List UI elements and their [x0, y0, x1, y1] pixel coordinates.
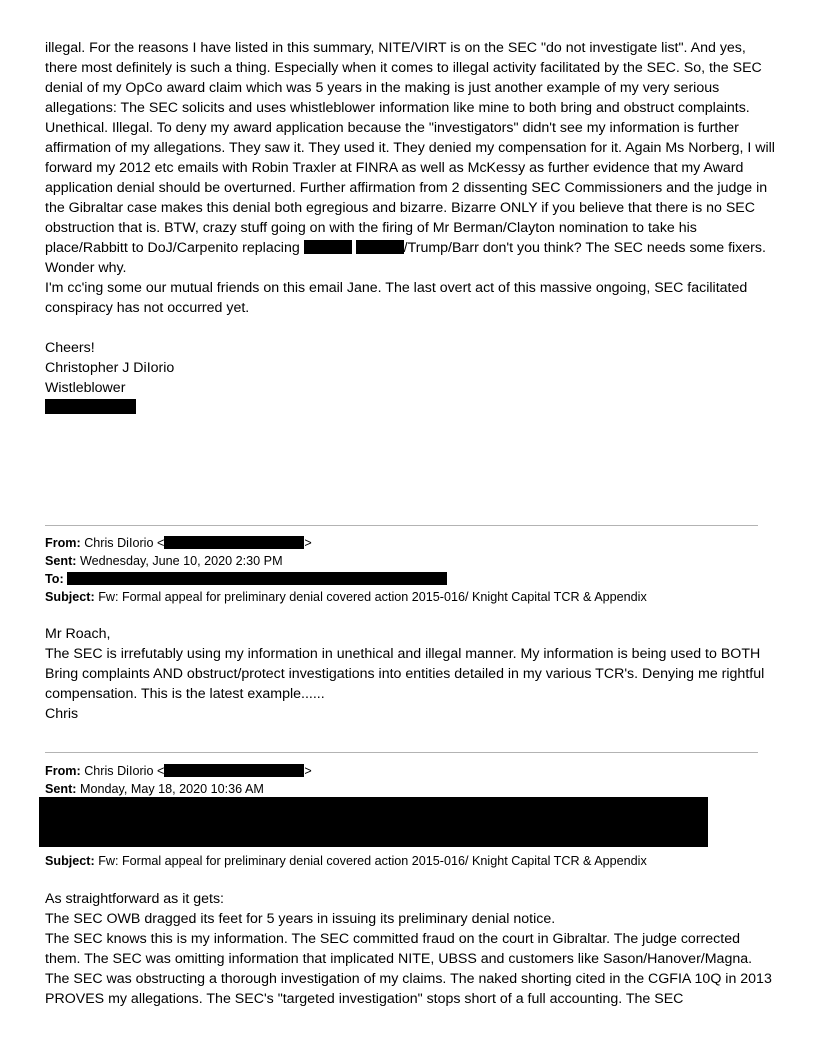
email-header-2 — [45, 762, 775, 798]
body-paragraph: The SEC is irrefutably using my information in unethical and illegal manner. My information is being used to BOTH Bring complaints AND obstruct/protect investigations into entities detailed in my various TCR's. Denying me rightful compensation. This is the latest example...... — [45, 646, 765, 702]
email-body-2 — [45, 889, 775, 1009]
sent-line: Sent: Wednesday, June 10, 2020 2:30 PM — [45, 554, 283, 568]
email-subject-2 — [45, 852, 775, 870]
closing: Cheers! — [45, 340, 95, 356]
subject-line: Subject: Fw: Formal appeal for preliminary denial covered action 2015-016/ Knight Capital TCR & Appendix — [45, 854, 647, 868]
signer-title: Wistleblower — [45, 380, 126, 396]
body-line: The SEC OWB dragged its feet for 5 years in issuing its preliminary denial notice. — [45, 911, 556, 927]
signer-name: Christopher J DiIorio — [45, 360, 175, 376]
redaction-block — [356, 240, 404, 254]
signature-redaction — [45, 398, 775, 418]
redaction-block — [164, 764, 304, 777]
top-body-text: illegal. For the reasons I have listed in this summary, NITE/VIRT is on the SEC "do not investigate list". And yes, there most definitely is such a thing. Especially when it comes to illegal activity facilitated by the SEC. So, the SEC denial of my OpCo award claim which was 5 years in the making is just another example of my very serious allegations: The SEC solicits and uses whistleblower information like mine to both bring and obstruct complaints. Unethical. Illegal. To deny my award application because the "investigators" didn't see my information is further affirmation of my allegations. They saw it. They used it. They denied my compensation for it. Again Ms Norberg, I will forward my 2012 etc emails with Robin Traxler at FINRA as well as McKessy as further evidence that my Award application denial should be overturned. Further affirmation from 2 dissenting SEC Commissioners and the judge in the Gibraltar case makes this denial both egregious and bizarre. Bizarre ONLY if you believe that there is no SEC obstruction that is. BTW, crazy stuff going on with the firing of Mr Berman/Clayton nomination to take his place/Rabbitt to DoJ/Carpenito replacing — [45, 40, 775, 256]
greeting: Mr Roach, — [45, 626, 111, 642]
body-line: The SEC knows this is my information. The SEC committed fraud on the court in Gibraltar. The judge corrected them. The SEC was omitting information that implicated NITE, UBSS and customers like Sason/Hanover/Magna. The SEC was obstructing a thorough investigation of my claims. The naked shorting cited in the CGFIA 10Q in 2013 PROVES my allegations. The SEC's "targeted investigation" stops short of a full accounting. The SEC — [45, 931, 772, 1007]
email-header-1 — [45, 534, 775, 606]
redaction-block — [67, 572, 447, 585]
top-body-text-continued: /Trump/Barr don't you think? The SEC needs some fixers. Wonder why. — [45, 240, 766, 276]
from-line: From: Chris DiIorio < > — [45, 536, 312, 550]
from-line: From: Chris DiIorio < > — [45, 764, 312, 778]
redaction-block-large — [39, 797, 708, 847]
top-message-body — [45, 38, 775, 278]
cc-paragraph: I'm cc'ing some our mutual friends on this email Jane. The last overt act of this massive ongoing, SEC facilitated conspiracy has not occurred yet. — [45, 280, 748, 316]
separator-rule — [45, 525, 758, 526]
body-line: As straightforward as it gets: — [45, 891, 224, 907]
to-line: To: — [45, 570, 775, 588]
sent-line: Sent: Monday, May 18, 2020 10:36 AM — [45, 782, 264, 796]
email-body-1 — [45, 624, 775, 724]
subject-line: Subject: Fw: Formal appeal for preliminary denial covered action 2015-016/ Knight Capital TCR & Appendix — [45, 590, 647, 604]
redaction-block — [304, 240, 352, 254]
signoff: Chris — [45, 706, 79, 722]
separator-rule — [45, 752, 758, 753]
redaction-block — [164, 536, 304, 549]
email-document — [45, 38, 775, 418]
